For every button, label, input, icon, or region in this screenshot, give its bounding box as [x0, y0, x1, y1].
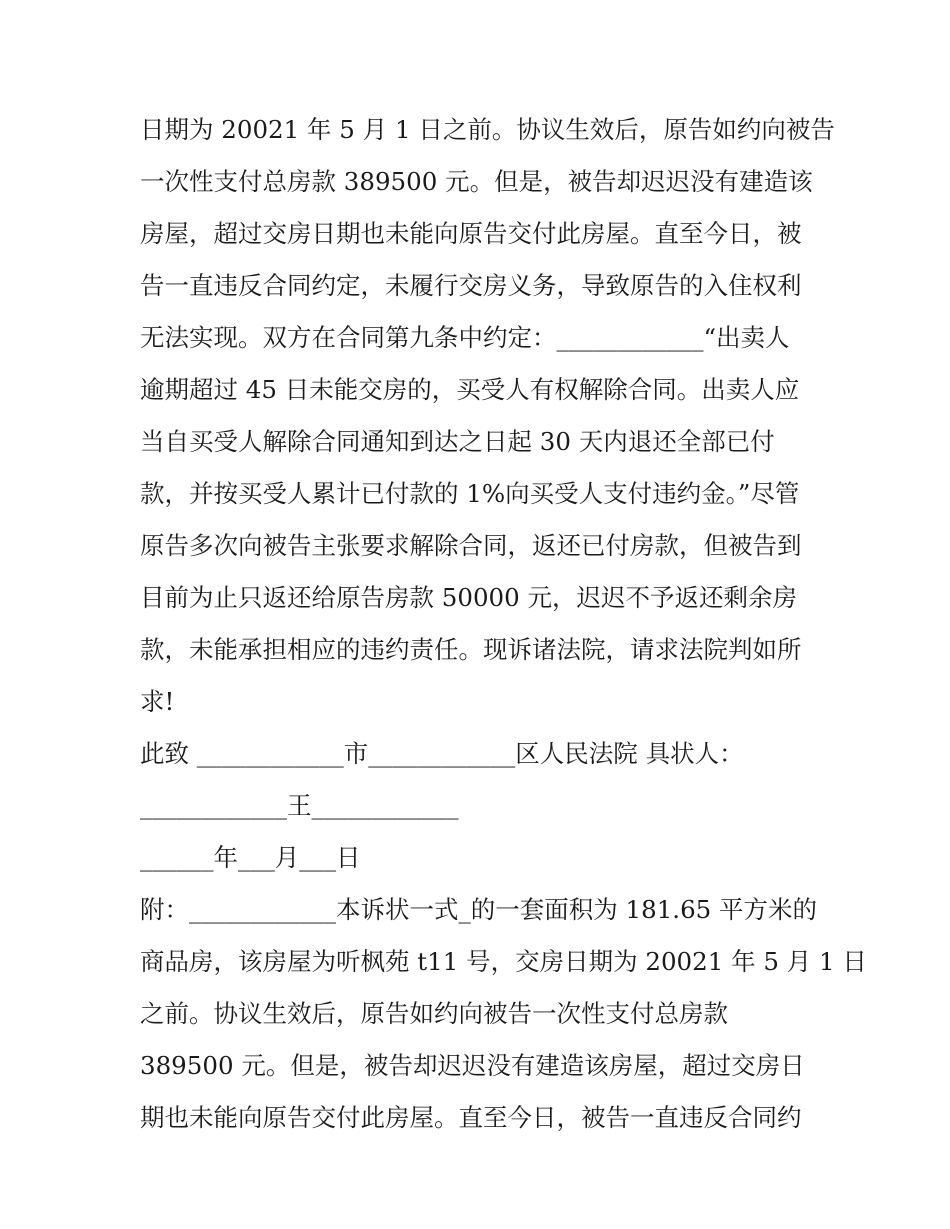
- text-line: 当自买受人解除合同通知到达之日起 30 天内退还全部已付: [140, 427, 775, 456]
- text-line: 一次性支付总房款 389500 元。但是，被告却迟迟没有建造该: [140, 167, 813, 196]
- text-line: 房屋，超过交房日期也未能向原告交付此房屋。直至今日，被: [140, 219, 802, 248]
- text-line: 求!: [140, 687, 175, 716]
- text-line: 无法实现。双方在合同第九条中约定：____________“出卖人: [140, 323, 790, 352]
- text-line: 款，并按买受人累计已付款的 1%向买受人支付违约金。”尽管: [140, 479, 800, 508]
- appendix-line: 附：____________本诉状一式_的一套面积为 181.65 平方米的: [140, 895, 818, 924]
- text-line: 商品房，该房屋为听枫苑 t11 号，交房日期为 20021 年 5 月 1 日: [140, 947, 867, 976]
- text-line: 告一直违反合同约定，未履行交房义务，导致原告的入住权利: [140, 271, 802, 300]
- date-line: ______年___月___日: [140, 843, 361, 872]
- text-line: 期也未能向原告交付此房屋。直至今日，被告一直违反合同约: [140, 1103, 802, 1132]
- text-line: 原告多次向被告主张要求解除合同，返还已付房款，但被告到: [140, 531, 802, 560]
- salutation-line: 此致 ____________市____________区人民法院 具状人：: [140, 739, 744, 768]
- text-line: 日期为 20021 年 5 月 1 日之前。协议生效后，原告如约向被告: [140, 115, 835, 144]
- text-line: 目前为止只返还给原告房款 50000 元，迟迟不予返还剩余房: [140, 583, 798, 612]
- signature-line: ____________王____________: [140, 791, 459, 820]
- text-line: 款，未能承担相应的违约责任。现诉诸法院，请求法院判如所: [140, 635, 802, 664]
- text-line: 逾期超过 45 日未能交房的，买受人有权解除合同。出卖人应: [140, 375, 800, 404]
- text-line: 之前。协议生效后，原告如约向被告一次性支付总房款: [140, 999, 728, 1028]
- text-line: 389500 元。但是，被告却迟迟没有建造该房屋，超过交房日: [140, 1051, 805, 1080]
